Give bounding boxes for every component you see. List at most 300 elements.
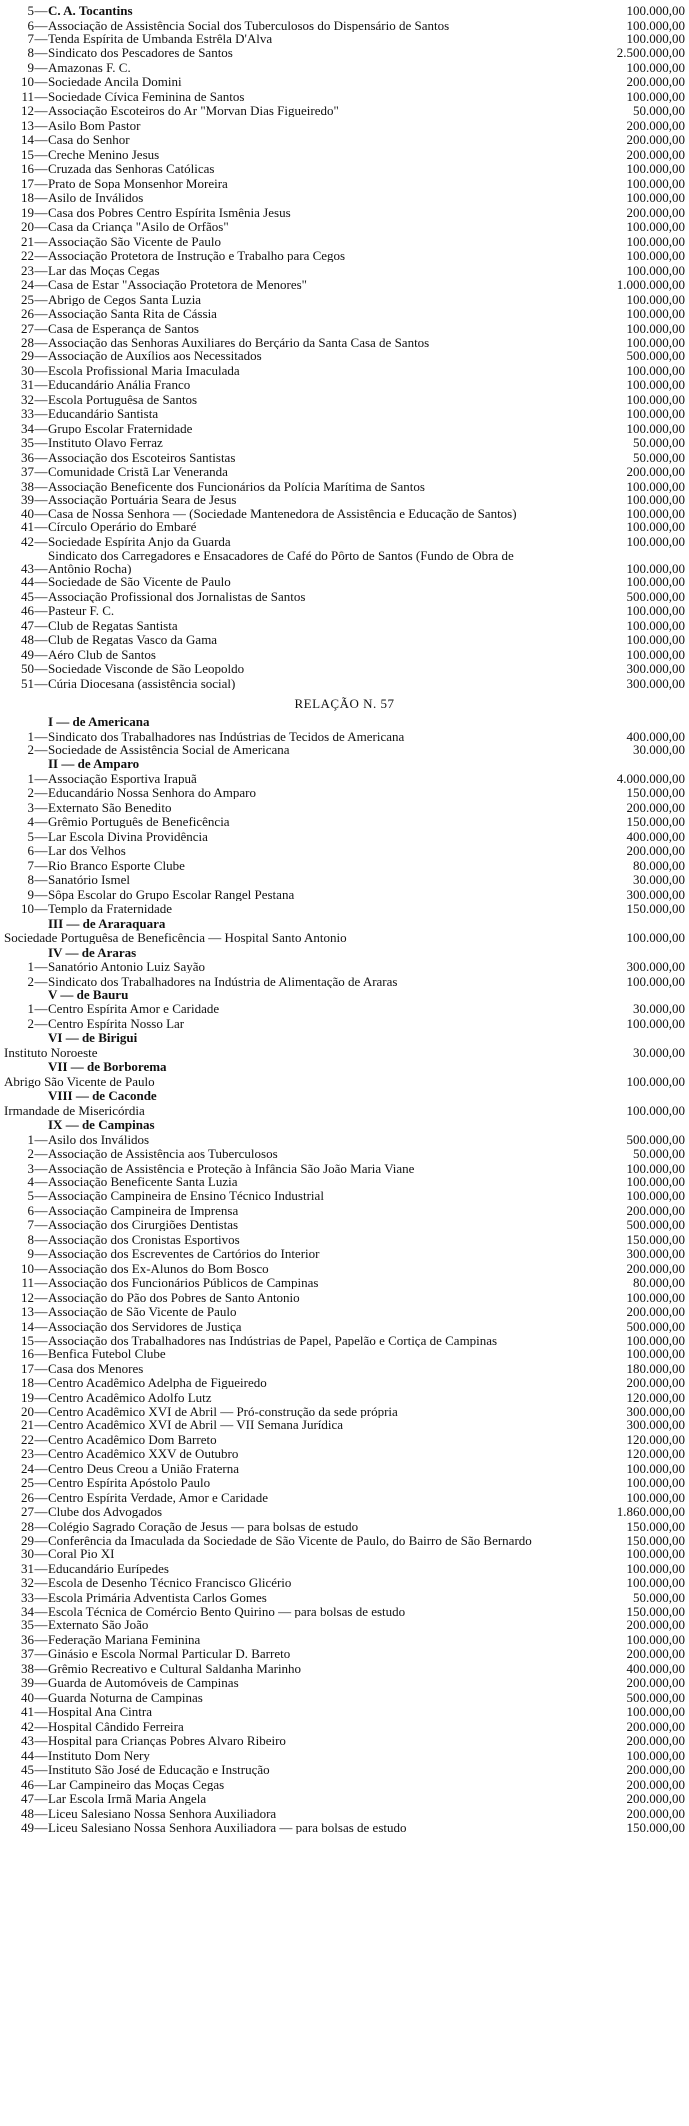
list-item bbox=[0, 520, 689, 535]
item-number: 14 bbox=[21, 132, 34, 147]
item-value: 120.000,00 bbox=[626, 1431, 685, 1447]
item-value: 150.000,00 bbox=[626, 1518, 685, 1534]
list-item bbox=[0, 1605, 689, 1618]
item-number: 46 bbox=[21, 603, 34, 618]
item-name: Coral Pio XI bbox=[48, 1547, 115, 1560]
item-value: 200.000,00 bbox=[626, 1805, 685, 1821]
item-value: 150.000,00 bbox=[626, 1231, 685, 1247]
item-number: 48 bbox=[21, 632, 34, 647]
item-dash: — bbox=[34, 1518, 48, 1534]
item-name: Casa dos Pobres Centro Espírita Ismênia Jesus bbox=[48, 205, 291, 219]
item-dash: — bbox=[34, 1389, 48, 1405]
list-item bbox=[0, 436, 689, 451]
item-value: 2.500.000,00 bbox=[616, 45, 685, 60]
list-item bbox=[0, 1792, 689, 1807]
item-number: 34 bbox=[21, 1604, 34, 1619]
item-dash: — bbox=[34, 1747, 48, 1763]
item-value: 300.000,00 bbox=[626, 1404, 685, 1419]
item-dash: — bbox=[34, 843, 48, 858]
list-item bbox=[0, 1305, 689, 1320]
list-item bbox=[0, 293, 689, 308]
item-dash: — bbox=[34, 1188, 48, 1203]
item-dash: — bbox=[34, 1160, 48, 1176]
item-dash: — bbox=[34, 741, 48, 757]
item-dash: — bbox=[34, 1460, 48, 1476]
item-number: 48 bbox=[21, 1805, 34, 1821]
item-value: 500.000,00 bbox=[626, 1318, 685, 1334]
list-item bbox=[0, 1405, 689, 1418]
item-dash: — bbox=[34, 561, 48, 576]
item-number: 7 bbox=[27, 30, 34, 46]
item-number: 8 bbox=[27, 872, 34, 887]
item-number: 37 bbox=[21, 464, 34, 479]
item-value: 100.000,00 bbox=[626, 574, 685, 589]
list-item bbox=[0, 1562, 689, 1577]
item-dash: — bbox=[34, 190, 48, 205]
item-dash: — bbox=[34, 88, 48, 104]
item-number: 12 bbox=[21, 1289, 34, 1305]
item-dash: — bbox=[34, 435, 48, 450]
item-value: 100.000,00 bbox=[626, 335, 685, 350]
item-value: 80.000,00 bbox=[633, 857, 685, 873]
list-item bbox=[0, 148, 689, 163]
item-dash: — bbox=[34, 146, 48, 162]
item-name: Casa da Criança "Asilo de Orfãos" bbox=[48, 220, 229, 233]
item-name: Guarda Noturna de Campinas bbox=[48, 1690, 203, 1704]
item-value: 500.000,00 bbox=[626, 348, 685, 363]
item-dash: — bbox=[34, 1689, 48, 1705]
list-item bbox=[0, 590, 689, 605]
item-name: Conferência da Imaculada da Sociedade de São Vicente de Paulo, do Bairro de São Bernardo bbox=[48, 1534, 532, 1547]
item-name: Lar Escola Divina Providência bbox=[48, 829, 208, 843]
item-value: 50.000,00 bbox=[633, 1589, 685, 1605]
item-number: 23 bbox=[21, 1446, 34, 1461]
item-number: 2 bbox=[27, 785, 34, 800]
item-number: 42 bbox=[21, 533, 34, 549]
section-heading: I — de Americana bbox=[48, 714, 150, 729]
item-number: 27 bbox=[21, 320, 34, 336]
item-number: 33 bbox=[21, 1589, 34, 1605]
item-number: 36 bbox=[21, 449, 34, 465]
item-name: Grêmio Recreativo e Cultural Saldanha Marinho bbox=[48, 1661, 302, 1675]
item-name: Lar Escola Irmã Maria Angela bbox=[48, 1792, 207, 1805]
item-value: 100.000,00 bbox=[626, 491, 685, 507]
item-dash: — bbox=[34, 661, 48, 676]
list-item bbox=[0, 1147, 689, 1162]
list-item bbox=[0, 75, 689, 90]
item-name: Educandário Santista bbox=[48, 407, 159, 420]
item-dash: — bbox=[34, 1489, 48, 1505]
list-item bbox=[0, 1104, 689, 1119]
item-name: Educandário Anália Franco bbox=[48, 378, 191, 391]
item-number: 24 bbox=[21, 1460, 34, 1476]
santos-list bbox=[0, 4, 689, 691]
item-name: Amazonas F. C. bbox=[48, 60, 131, 74]
item-name: Associação dos Ex-Alunos do Bom Bosco bbox=[48, 1261, 269, 1275]
item-dash: — bbox=[34, 117, 48, 133]
item-name: Federação Mariana Feminina bbox=[48, 1632, 201, 1646]
item-number: 23 bbox=[21, 262, 34, 278]
item-name: Club de Regatas Santista bbox=[48, 618, 178, 632]
list-item bbox=[0, 1262, 689, 1277]
item-value: 100.000,00 bbox=[626, 420, 685, 436]
item-number: 40 bbox=[21, 506, 34, 521]
list-item bbox=[0, 1218, 689, 1233]
item-value: 100.000,00 bbox=[626, 1289, 685, 1305]
item-number: 13 bbox=[21, 117, 34, 133]
item-value: 100.000,00 bbox=[626, 1346, 685, 1361]
item-number: 8 bbox=[27, 1231, 34, 1247]
item-name: Casa de Nossa Senhora — (Sociedade Mantenedora de Assistência e Educação de Santos) bbox=[48, 507, 517, 520]
item-name: Centro Deus Creou a União Fraterna bbox=[48, 1461, 239, 1475]
list-item bbox=[0, 32, 689, 47]
item-value: 100.000,00 bbox=[626, 973, 685, 989]
section-heading: IV — de Araras bbox=[48, 944, 137, 960]
item-dash: — bbox=[34, 1146, 48, 1161]
item-dash: — bbox=[34, 1660, 48, 1676]
item-name: Centro Acadêmico Adelpha de Figueiredo bbox=[48, 1376, 267, 1389]
item-number: 24 bbox=[21, 277, 34, 292]
item-value: 200.000,00 bbox=[626, 1762, 685, 1777]
item-dash: — bbox=[34, 1646, 48, 1661]
item-value: 100.000,00 bbox=[626, 1631, 685, 1647]
relacao-heading: RELAÇÃO N. 57 bbox=[294, 696, 395, 711]
item-number: 21 bbox=[21, 1417, 34, 1432]
item-name: Lar Campineiro das Moças Cegas bbox=[48, 1777, 225, 1791]
item-dash: — bbox=[34, 1446, 48, 1461]
item-number: 9 bbox=[27, 886, 34, 902]
list-item bbox=[0, 46, 689, 61]
list-item bbox=[0, 662, 689, 677]
list-item bbox=[0, 844, 689, 859]
item-number: 43 bbox=[21, 1733, 34, 1748]
item-value: 120.000,00 bbox=[626, 1389, 685, 1405]
item-number: 39 bbox=[21, 491, 34, 507]
item-number: 26 bbox=[21, 306, 34, 321]
item-name: Casa do Senhor bbox=[48, 133, 130, 146]
item-number: 32 bbox=[21, 391, 34, 407]
item-number: 18 bbox=[21, 1375, 34, 1390]
item-name: Ginásio e Escola Normal Particular D. Barreto bbox=[48, 1647, 291, 1660]
item-value: 100.000,00 bbox=[626, 1747, 685, 1763]
list-item bbox=[0, 902, 689, 917]
item-name: Sindicato dos Trabalhadores na Indústria de Alimentação de Araras bbox=[48, 974, 398, 988]
item-value: 30.000,00 bbox=[633, 1001, 685, 1016]
item-number: 45 bbox=[21, 588, 34, 604]
item-value: 300.000,00 bbox=[626, 1417, 685, 1432]
item-number: 6 bbox=[27, 1202, 34, 1218]
list-item bbox=[0, 1002, 689, 1017]
list-item bbox=[0, 235, 689, 250]
section-heading: VI — de Birigui bbox=[48, 1030, 138, 1045]
list-item bbox=[0, 960, 689, 975]
item-name: Centro Espírita Nosso Lar bbox=[48, 1016, 185, 1030]
item-dash: — bbox=[34, 770, 48, 786]
item-dash: — bbox=[34, 506, 48, 521]
item-dash: — bbox=[34, 1631, 48, 1647]
item-value: 120.000,00 bbox=[626, 1446, 685, 1461]
item-dash: — bbox=[34, 478, 48, 494]
item-name: Abrigo São Vicente de Paulo bbox=[4, 1074, 155, 1088]
item-number: 7 bbox=[27, 1217, 34, 1232]
list-item bbox=[0, 1778, 689, 1793]
item-dash: — bbox=[34, 1475, 48, 1490]
item-dash: — bbox=[34, 1820, 48, 1835]
item-dash: — bbox=[34, 1015, 48, 1031]
item-name: Associação Esportiva Irapuã bbox=[48, 771, 197, 785]
item-name: Casa dos Menores bbox=[48, 1361, 144, 1375]
list-item bbox=[0, 1276, 689, 1291]
item-dash: — bbox=[34, 1375, 48, 1390]
item-number: 10 bbox=[21, 1260, 34, 1276]
list-item bbox=[0, 1821, 689, 1834]
item-number: 40 bbox=[21, 1689, 34, 1705]
item-dash: — bbox=[34, 1675, 48, 1690]
item-name: Aéro Club de Santos bbox=[48, 647, 156, 661]
item-number: 36 bbox=[21, 1631, 34, 1647]
item-name: Colégio Sagrado Coração de Jesus — para bolsas de estudo bbox=[48, 1519, 359, 1533]
item-name: Círculo Operário do Embaré bbox=[48, 520, 197, 533]
item-dash: — bbox=[34, 391, 48, 407]
relacao-sections bbox=[0, 715, 689, 1834]
item-dash: — bbox=[34, 588, 48, 604]
list-item bbox=[0, 1807, 689, 1822]
list-item bbox=[0, 1334, 689, 1347]
item-value: 100.000,00 bbox=[626, 1460, 685, 1476]
item-name: Hospital Ana Cintra bbox=[48, 1705, 152, 1718]
list-item bbox=[0, 1633, 689, 1648]
item-number: 20 bbox=[21, 219, 34, 234]
list-item bbox=[0, 1247, 689, 1262]
item-value: 150.000,00 bbox=[626, 785, 685, 800]
item-value: 300.000,00 bbox=[626, 675, 685, 691]
item-dash: — bbox=[34, 306, 48, 321]
list-item bbox=[0, 1133, 689, 1148]
item-value: 100.000,00 bbox=[626, 1015, 685, 1031]
item-value: 300.000,00 bbox=[626, 1246, 685, 1261]
item-dash: — bbox=[34, 204, 48, 220]
item-value: 150.000,00 bbox=[626, 1533, 685, 1548]
item-value: 200.000,00 bbox=[626, 117, 685, 133]
item-name: Educandário Eurípedes bbox=[48, 1561, 169, 1575]
item-number: 38 bbox=[21, 1660, 34, 1676]
item-name: Associação Beneficente Santa Luzia bbox=[48, 1174, 238, 1188]
item-name: Asilo de Inválidos bbox=[48, 191, 144, 204]
item-number: 22 bbox=[21, 248, 34, 263]
item-number: 15 bbox=[21, 1333, 34, 1348]
item-dash: — bbox=[34, 959, 48, 974]
item-dash: — bbox=[34, 857, 48, 873]
item-number: 43 bbox=[21, 561, 34, 576]
item-name: C. A. Tocantins bbox=[48, 4, 133, 17]
item-dash: — bbox=[34, 519, 48, 534]
item-number: 49 bbox=[21, 646, 34, 662]
list-item bbox=[0, 278, 689, 293]
item-name: Sanatório Ismel bbox=[48, 873, 130, 886]
list-item bbox=[0, 873, 689, 888]
item-number: 9 bbox=[27, 59, 34, 75]
list-item bbox=[0, 206, 689, 221]
item-number: 50 bbox=[21, 661, 34, 676]
item-number: 1 bbox=[27, 728, 34, 744]
item-dash: — bbox=[34, 277, 48, 292]
item-dash: — bbox=[34, 1417, 48, 1432]
item-value: 180.000,00 bbox=[626, 1360, 685, 1376]
list-item bbox=[0, 633, 689, 648]
item-number: 32 bbox=[21, 1575, 34, 1590]
item-number: 28 bbox=[21, 1518, 34, 1534]
item-value: 50.000,00 bbox=[633, 1146, 685, 1161]
list-item bbox=[0, 1576, 689, 1591]
list-item bbox=[0, 1591, 689, 1606]
item-dash: — bbox=[34, 1318, 48, 1334]
item-value: 100.000,00 bbox=[626, 175, 685, 191]
item-value: 100.000,00 bbox=[626, 233, 685, 249]
item-dash: — bbox=[34, 59, 48, 75]
section-heading: II — de Amparo bbox=[48, 756, 140, 771]
list-item bbox=[0, 931, 689, 946]
item-number: 6 bbox=[27, 843, 34, 858]
item-name: Grêmio Português de Beneficência bbox=[48, 815, 230, 828]
item-number: 17 bbox=[21, 175, 34, 191]
item-name: Associação Campineira de Imprensa bbox=[48, 1203, 239, 1217]
list-item bbox=[0, 1691, 689, 1706]
item-dash: — bbox=[34, 175, 48, 191]
item-value: 100.000,00 bbox=[626, 533, 685, 549]
item-name: Hospital Cândido Ferreira bbox=[48, 1719, 184, 1733]
item-value: 200.000,00 bbox=[626, 1260, 685, 1276]
item-name: Centro Acadêmico XVI de Abril — Pró-construção da sede própria bbox=[48, 1405, 398, 1418]
list-item bbox=[0, 1763, 689, 1778]
item-value: 200.000,00 bbox=[626, 1646, 685, 1661]
item-dash: — bbox=[34, 1704, 48, 1719]
item-number: 5 bbox=[27, 1188, 34, 1203]
item-name: Tenda Espírita de Umbanda Estrêla D'Alva bbox=[48, 31, 273, 45]
item-dash: — bbox=[34, 1617, 48, 1632]
item-number: 7 bbox=[27, 857, 34, 873]
item-number: 9 bbox=[27, 1246, 34, 1261]
item-name: Associação de Auxílios aos Necessitados bbox=[48, 349, 262, 362]
list-item bbox=[0, 1320, 689, 1335]
item-number: 18 bbox=[21, 190, 34, 205]
list-item bbox=[0, 888, 689, 903]
item-value: 100.000,00 bbox=[626, 1560, 685, 1576]
item-value: 150.000,00 bbox=[626, 1820, 685, 1835]
item-value: 100.000,00 bbox=[626, 88, 685, 104]
item-value: 100.000,00 bbox=[626, 1073, 685, 1089]
item-value: 30.000,00 bbox=[633, 1044, 685, 1060]
item-dash: — bbox=[34, 1202, 48, 1218]
item-name: Casa de Estar "Associação Protetora de Menores" bbox=[48, 278, 307, 291]
item-number: 10 bbox=[21, 901, 34, 916]
item-name: Casa de Esperança de Santos bbox=[48, 321, 199, 335]
item-number: 5 bbox=[27, 3, 34, 18]
item-value: 200.000,00 bbox=[626, 132, 685, 147]
item-value: 100.000,00 bbox=[626, 406, 685, 421]
item-number: 1 bbox=[27, 959, 34, 974]
item-name: Sanatório Antonio Luiz Sayão bbox=[48, 960, 206, 973]
item-dash: — bbox=[34, 1231, 48, 1247]
item-name: Pasteur F. C. bbox=[48, 604, 115, 617]
item-dash: — bbox=[34, 886, 48, 902]
item-dash: — bbox=[34, 828, 48, 844]
item-number: 31 bbox=[21, 1560, 34, 1576]
item-name: Associação dos Escoteiros Santistas bbox=[48, 450, 236, 464]
item-value: 1.860.000,00 bbox=[616, 1504, 685, 1519]
item-value: 500.000,00 bbox=[626, 1217, 685, 1232]
item-value: 100.000,00 bbox=[626, 262, 685, 278]
item-name: Liceu Salesiano Nossa Senhora Auxiliadora bbox=[48, 1806, 277, 1820]
list-item bbox=[0, 1075, 689, 1090]
item-number: 47 bbox=[21, 617, 34, 633]
item-value: 100.000,00 bbox=[626, 1575, 685, 1590]
item-dash: — bbox=[34, 45, 48, 60]
list-item bbox=[0, 407, 689, 422]
item-name: Sociedade Visconde de São Leopoldo bbox=[48, 662, 245, 675]
item-name: Associação Protetora de Instrução e Trabalho para Cegos bbox=[48, 249, 346, 262]
item-dash: — bbox=[34, 30, 48, 46]
item-number: 4 bbox=[27, 814, 34, 829]
item-value: 100.000,00 bbox=[626, 320, 685, 336]
list-item bbox=[0, 1705, 689, 1720]
item-number: 37 bbox=[21, 1646, 34, 1661]
item-dash: — bbox=[34, 320, 48, 336]
item-dash: — bbox=[34, 420, 48, 436]
item-name: Associação do Pão dos Pobres de Santo Antonio bbox=[48, 1290, 300, 1304]
item-value: 150.000,00 bbox=[626, 814, 685, 829]
item-number: 38 bbox=[21, 478, 34, 494]
item-number: 30 bbox=[21, 1546, 34, 1561]
item-number: 2 bbox=[27, 973, 34, 989]
item-dash: — bbox=[34, 1360, 48, 1376]
item-dash: — bbox=[34, 646, 48, 662]
item-dash: — bbox=[34, 248, 48, 263]
item-dash: — bbox=[34, 574, 48, 589]
item-number: 28 bbox=[21, 335, 34, 350]
list-item bbox=[0, 119, 689, 134]
item-value: 100.000,00 bbox=[626, 219, 685, 234]
item-dash: — bbox=[34, 1762, 48, 1777]
item-number: 13 bbox=[21, 1304, 34, 1319]
item-dash: — bbox=[34, 103, 48, 118]
list-item bbox=[0, 133, 689, 148]
item-name: Associação de Assistência e Proteção à Infância São João Maria Viane bbox=[48, 1161, 415, 1175]
list-item bbox=[0, 801, 689, 816]
item-dash: — bbox=[34, 632, 48, 647]
list-item bbox=[0, 772, 689, 787]
item-dash: — bbox=[34, 377, 48, 392]
item-dash: — bbox=[34, 1173, 48, 1189]
item-number: 15 bbox=[21, 146, 34, 162]
item-dash: — bbox=[34, 1791, 48, 1806]
item-name: Sindicato dos Carregadores e Ensacadores de Café do Pôrto de Santos (Fundo de Obra de Antônio Rocha) bbox=[48, 549, 514, 575]
list-item bbox=[0, 1676, 689, 1691]
item-number: 4 bbox=[27, 1173, 34, 1189]
item-number: 1 bbox=[27, 1001, 34, 1016]
item-name: Centro Acadêmico XXV de Outubro bbox=[48, 1447, 239, 1460]
item-number: 20 bbox=[21, 1404, 34, 1419]
section-heading: VII — de Borborema bbox=[48, 1059, 167, 1074]
list-item bbox=[0, 451, 689, 466]
item-name: Sociedade Ancila Domini bbox=[48, 75, 182, 88]
item-name: Associação Santa Rita de Cássia bbox=[48, 307, 217, 320]
list-item bbox=[0, 422, 689, 437]
item-number: 2 bbox=[27, 741, 34, 757]
item-value: 100.000,00 bbox=[626, 1188, 685, 1203]
list-item bbox=[0, 191, 689, 206]
item-number: 29 bbox=[21, 348, 34, 363]
item-value: 100.000,00 bbox=[626, 391, 685, 407]
